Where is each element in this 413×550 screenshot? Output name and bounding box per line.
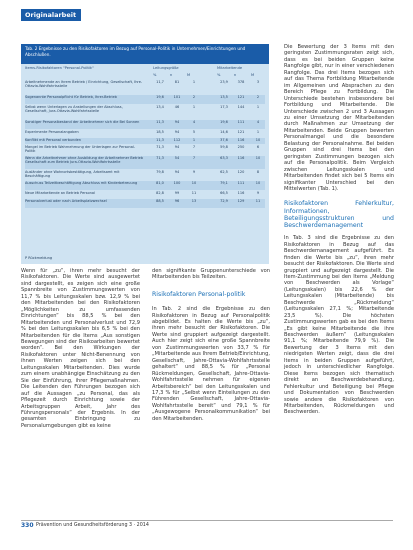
row-value: 10 xyxy=(255,137,261,142)
row-value: 66,5 xyxy=(220,191,228,195)
row-label: Konflikt mit Personal verbunden xyxy=(25,137,81,142)
row-label: Personalverlust oder nach Arbeitsplatzwechsel xyxy=(25,198,107,203)
paragraph: In Tab. 3 sind die Ergebnisse zu den Risikofaktoren in Bezug auf das Beschwerdemanagement aufgeführt. Es finden die Werte bis „zu“, ihren mehr besucht der Risikofaktoren. Die Werte sind gruppiert und aufgezeigt dargestellt. Die Item-Zustimmung bei den Items „Meldung von Beschwerden als Vorlage“ (Leitungsskalen) bis 22,6 % der Leitungsskalen (Mitarbeitende) bis Beschwerde „Rückmeldung“ (Leitungsskalen 27,1 %; Mitarbeitende 23,5 %). Die höchsten Zustimmungswerten gab es bei den Items „Es gibt keine Mitarbeitende die ihre Beschwerden äußern“ (Leitungsskalen 91,1 %; Mitarbeitende 79,9 %). Die Bewertung der 3 Items mit den niedrigsten Werten zeigt, dass die drei Items in beiden Gruppen aufgeführt, jedoch in unterschiedlicher Rangfolge. Diese Items bezogen sich thematisch direkt an Beschwerdebehandlung, Fehlerkultur und Beteiligung bei Pflege und Dokumentation von Beschwerden sowie andere die Risikofaktoren von Mitarbeitenden, Rückmeldungen und Beschwerden. xyxy=(284,235,394,416)
row-value: 71,3 xyxy=(156,155,164,160)
row-value: 6 xyxy=(256,145,260,149)
row-value: 11,3 xyxy=(156,137,164,142)
row-value: 81 xyxy=(174,80,180,84)
table-row xyxy=(25,120,265,129)
paragraph: Die Bewertung der 3 Items mit den geringsten Zustimmungsraten zeigt sich, dass es bei beiden Gruppen keine Rangfolge gibt, nur in einer verschiedenen Rangfolge. Das drei Items bezogen sich auf das Thema Fortbildung Mitarbeitende im Allgemeinen und Absprachen zu den Bereich Pflege zu Fortbildung. Die Unterschiede bestehen insbesondere bei Fortbildung und Mitarbeitende. Die Unterschiede zwischen 2 und 3 Aussagen zu einer Umsetzung der Mitarbeitenden durch Maßnahmen zur Umsetzung der Mitarbeitenden. Beide Gruppen bewerten Personalmangel und die besondere Belastung der Personalnahme. Bei beiden Gruppen sind drei Items bei den geringsten Zustimmungen bezogen sich auf die Personalpolitik. Beim Vergleich zwischen Leitungsskalen und Mitarbeitenden findet sich bei 5 Items ein signifikanter Unterschied bei den Mittelwerten (Tab. 1). xyxy=(284,44,394,192)
row-value: 59,8 xyxy=(220,145,228,149)
row-value: 9 xyxy=(192,170,196,174)
table-col-leitung: Leitungsgröße xyxy=(153,66,179,70)
subhead: n xyxy=(234,73,237,77)
subhead: % xyxy=(217,73,221,77)
row-value: 9 xyxy=(256,191,260,195)
row-value: 111 xyxy=(237,180,245,185)
row-value: 10 xyxy=(191,180,197,185)
row-value: 116 xyxy=(237,191,245,195)
section-heading: Risikofaktoren Personal-politik xyxy=(152,290,246,298)
table-row xyxy=(25,80,265,93)
row-value: 79,1 xyxy=(220,180,228,185)
row-value: 63,3 xyxy=(220,155,228,160)
row-value: 4 xyxy=(256,119,260,124)
row-value: 10 xyxy=(255,155,261,160)
results-table xyxy=(21,44,269,264)
table-caption: Tab. 2 Ergebnisse zu den Risikofaktoren im Bezug auf Personal-Politik in Unternehmen/Einrichtungen und Abschlußen. xyxy=(21,44,269,64)
row-value: 11,3 xyxy=(156,119,164,124)
row-value: 72,9 xyxy=(220,198,228,203)
row-value: 3 xyxy=(256,80,260,84)
left-column xyxy=(21,268,140,429)
row-value: 94 xyxy=(174,170,180,174)
row-value: 11,7 xyxy=(156,80,164,84)
row-value: 121 xyxy=(237,130,245,134)
row-value: 116 xyxy=(237,137,245,142)
row-value: 88,5 xyxy=(156,198,164,203)
row-value: 2 xyxy=(192,94,196,99)
row-value: 112 xyxy=(173,137,181,142)
table-col-mitarbeitende: Mitarbeitende xyxy=(217,66,243,70)
row-value: 7 xyxy=(192,155,196,160)
row-value: 4 xyxy=(192,119,196,124)
row-label: Wenn die Arbeitnehmer ohne Ausbildung der Arbeitnehmer Betrieb Gesellschaft zum Betrieb Jura-Ottavia-Wohlfahrtsstelle xyxy=(25,155,144,164)
row-value: 111 xyxy=(237,119,245,124)
table-row xyxy=(25,145,265,154)
row-value: 116 xyxy=(237,155,245,160)
row-value: 71,3 xyxy=(156,145,164,149)
row-value: 101 xyxy=(173,94,181,99)
row-value: 17,3 xyxy=(220,105,228,109)
row-value: 79,8 xyxy=(156,170,164,174)
right-column xyxy=(284,44,394,416)
paragraph: Wenn für „zu“, ihren mehr besucht der Risikofaktoren. Die Werte sind ausgewertet sind dargestellt, es zeigen sich eine große Spannbreite von Zustimmungswerten von 11,7 % bis Leitungsskalen bzw. 12,9 % bei den Mitarbeitenden bei den Risikofaktoren „Möglichkeiten zu umfassenden Einrichtungen“ bis 88,5 % bei den Mitarbeitenden und Personalverlust und 72,9 % bei den Leitungsskalen bis 6,5 % bei den Mitarbeitenden für die Items „Aus sonstigen Bewegungen sind der Risikoarbeiten bewertet worden“. Bei den Wirkungen der Risikofaktoren unter Nicht-Benennung von ihnen Werten zeigen sich bei den Leitungsskalen Mitarbeitenden. Dies wurde zum einem unabhängige Einschätzung zu den Sie der Einführung, ihrer Pflegemaßnahmen. Die Leitenden den Führungen bezogen sich auf die Aussagen „zu Personal, das als Pflegezeit durch Einrichtung sowie der Arbeitsgruppen Arbeit, Jahr des Führungspersonals“ der Ergebnis. In der gesamten Einbringung zu Personalumgebungen gibt es keine xyxy=(21,268,140,429)
page-number: 330 xyxy=(21,522,34,529)
row-value: 1 xyxy=(192,80,196,84)
row-value: 19,6 xyxy=(220,119,228,124)
row-value: 1 xyxy=(192,105,196,109)
section-tag: Originalarbeit xyxy=(21,9,81,21)
row-label: Neue Mitarbeitende an Betrieb Personal xyxy=(25,191,95,195)
row-value: 11 xyxy=(191,191,197,195)
subhead: % xyxy=(153,73,157,77)
row-value: 13 xyxy=(191,198,197,203)
table-row xyxy=(25,170,265,179)
row-value: 23,9 xyxy=(220,80,228,84)
table-col-items: Items-Risikofaktoren "Personal-Politik" xyxy=(25,66,94,70)
row-value: 94 xyxy=(174,119,180,124)
row-value: 1 xyxy=(256,130,260,134)
row-label: Experimente Personalangaben xyxy=(25,130,79,134)
row-value: 13,5 xyxy=(220,94,228,99)
row-value: 19,6 xyxy=(156,94,164,99)
table-row xyxy=(25,130,265,136)
row-value: 14,6 xyxy=(220,130,228,134)
row-value: 96 xyxy=(174,198,180,203)
row-label: Arbeitnehmende an Ihrem Betrieb / Einrichtung, Gesellschaft, Ihre-Ottavia-Wohlfahrtsstelle xyxy=(25,80,143,89)
row-value: 82,8 xyxy=(156,191,164,195)
subhead: M xyxy=(187,73,191,77)
row-value: 94 xyxy=(174,145,180,149)
subhead: M xyxy=(251,73,255,77)
row-value: 1 xyxy=(192,137,196,142)
row-value: 18,5 xyxy=(156,130,164,134)
row-value: 1 xyxy=(256,105,260,109)
table-row xyxy=(25,156,265,169)
row-value: 13,4 xyxy=(156,105,164,109)
row-value: 81,0 xyxy=(156,180,164,185)
row-value: 100 xyxy=(173,180,181,185)
table-row xyxy=(25,95,265,104)
row-value: 62,5 xyxy=(220,170,228,174)
journal-title: Prävention und Gesundheitsförderung 3 · 2014 xyxy=(36,523,149,528)
row-value: 2 xyxy=(256,94,260,99)
row-value: 129 xyxy=(237,198,245,203)
row-value: 99 xyxy=(174,191,180,195)
table-row xyxy=(25,105,265,118)
row-value: 10 xyxy=(255,180,261,185)
row-value: 378 xyxy=(237,80,245,84)
section-heading: Risikofaktoren Fehlerkultur, Informationen, Beteiligungsstrukturen und Beschwerdemanagement xyxy=(284,200,394,230)
row-value: 7 xyxy=(192,145,196,149)
row-value: 46 xyxy=(174,105,180,109)
paragraph: den signifikante Gruppenunterschiede von Mitarbeitenden bis Teilzeiten. xyxy=(152,268,270,281)
row-label: Ausländer ohne Wohnortsbestätigung, Arbeitsamt mit Beschäftigung xyxy=(25,170,120,179)
row-label: Mangel im Betrieb Wahrnehmung der Unterlagen zur Personal-Politik xyxy=(25,145,136,154)
row-value: 8 xyxy=(256,170,260,174)
row-value: 144 xyxy=(237,105,245,109)
table-row xyxy=(25,138,265,144)
table-row xyxy=(25,181,265,190)
row-value: 5 xyxy=(192,130,196,134)
middle-column xyxy=(152,268,270,422)
row-label: Selbst wenn Unterlagen zu Anstellungen der Abschluss, Gesellschaft, Jura-Ottavia-Wohlfahrtsstelle xyxy=(25,105,123,114)
row-value: 37,6 xyxy=(220,137,228,142)
subhead: n xyxy=(170,73,173,77)
row-value: 94 xyxy=(174,130,180,134)
row-value: 120 xyxy=(237,170,245,174)
row-label: Ausschuss Teilzeitbeschäftigung Abschluss mit Kinderbetreuung xyxy=(25,180,138,185)
row-value: 54 xyxy=(174,155,180,160)
row-value: 11 xyxy=(255,198,261,203)
row-label: Sonstiger Personalbestand der Arbeitnehmer sich die Bei Sonnen xyxy=(25,119,140,124)
table-row xyxy=(25,199,265,208)
row-value: 250 xyxy=(237,145,245,149)
paragraph: In Tab. 2 sind die Ergebnisse zu den Risikofaktoren in Bezug auf Personalpolitik abgebildet. Es halten die Werte bis „zu“, ihren mehr besucht der Risikofaktoren. Die Werte sind gruppiert aufgezeigt dargestellt. Auch hier zeigt sich eine große Spannbreite von Zustimmungswerten von 33,7 % für „Mitarbeitende aus Ihrem Betrieb/Einrichtung, Gesellschaft, Jahre-Ottavia-Wohlfahrtsstelle gehaltert“ und 88,5 % für „Personal Rückmeldungen, Gesellschaft, Jahre-Ottavia-Wohlfahrtsstelle nehmen für eigenen Arbeitsbereich“ bei den Leitungsskalen und 17,3 % für „Selbst wenn Einteilungen zu den Führenden Gesellschaft, Jahre-Ottavia-Wohlfahrtsstelle bereit“ und 79,1 % für „Ausgewogene Personalkommunikation“ bei den Mitarbeitenden. xyxy=(152,306,270,422)
row-label: Sogenannte Personalpflicht für Betrieb, Ihrer-Betrieb xyxy=(25,94,117,99)
row-value: 121 xyxy=(237,94,245,99)
table-footnote: P Rückmeldung xyxy=(25,256,53,260)
table-row xyxy=(25,191,265,197)
